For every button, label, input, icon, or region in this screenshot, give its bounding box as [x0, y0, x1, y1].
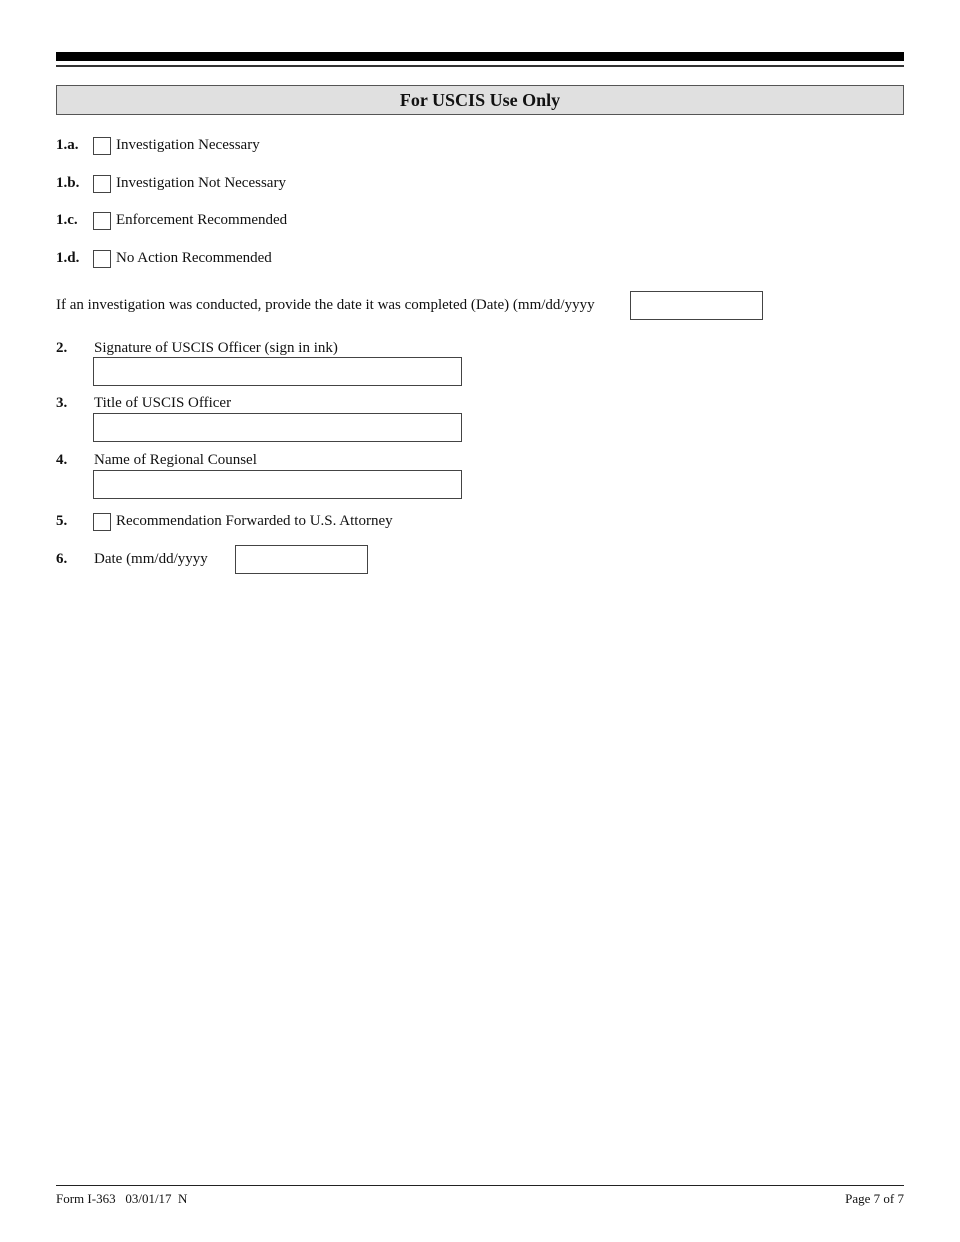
checkbox-label: Recommendation Forwarded to U.S. Attorney: [116, 513, 393, 529]
item-number: 2.: [56, 340, 68, 356]
signature-label: Signature of USCIS Officer (sign in ink): [94, 340, 338, 356]
item-number: 3.: [56, 395, 68, 411]
item-number: 1.a.: [56, 137, 79, 153]
date-field[interactable]: [235, 545, 368, 574]
no-action-recommended-checkbox[interactable]: [93, 250, 111, 268]
item-number: 5.: [56, 513, 68, 529]
checkbox-label: Enforcement Recommended: [116, 212, 288, 228]
top-rule-thick: [56, 52, 904, 61]
regional-counsel-field[interactable]: [93, 470, 462, 499]
form-id: Form I-363 03/01/17 N: [56, 1191, 188, 1206]
page-number: Page 7 of 7: [845, 1191, 904, 1206]
section-header: For USCIS Use Only: [56, 85, 904, 115]
investigation-date-field[interactable]: [630, 291, 763, 320]
investigation-date-label: If an investigation was conducted, provide the date it was completed (Date) (mm/dd/yyyy: [56, 297, 595, 313]
checkbox-label: No Action Recommended: [116, 250, 272, 266]
signature-field[interactable]: [93, 357, 462, 386]
item-number: 4.: [56, 452, 68, 468]
forwarded-to-attorney-checkbox[interactable]: [93, 513, 111, 531]
enforcement-recommended-checkbox[interactable]: [93, 212, 111, 230]
officer-title-label: Title of USCIS Officer: [94, 395, 232, 411]
date-label: Date (mm/dd/yyyy: [94, 551, 208, 567]
officer-title-field[interactable]: [93, 413, 462, 442]
investigation-necessary-checkbox[interactable]: [93, 137, 111, 155]
regional-counsel-label: Name of Regional Counsel: [94, 452, 257, 468]
top-rule-thin: [56, 65, 904, 67]
investigation-not-necessary-checkbox[interactable]: [93, 175, 111, 193]
item-number: 1.d.: [56, 250, 80, 266]
checkbox-label: Investigation Not Necessary: [116, 175, 286, 191]
item-number: 6.: [56, 551, 68, 567]
checkbox-label: Investigation Necessary: [116, 137, 260, 153]
item-number: 1.b.: [56, 175, 80, 191]
footer-rule: [56, 1185, 904, 1186]
item-number: 1.c.: [56, 212, 78, 228]
